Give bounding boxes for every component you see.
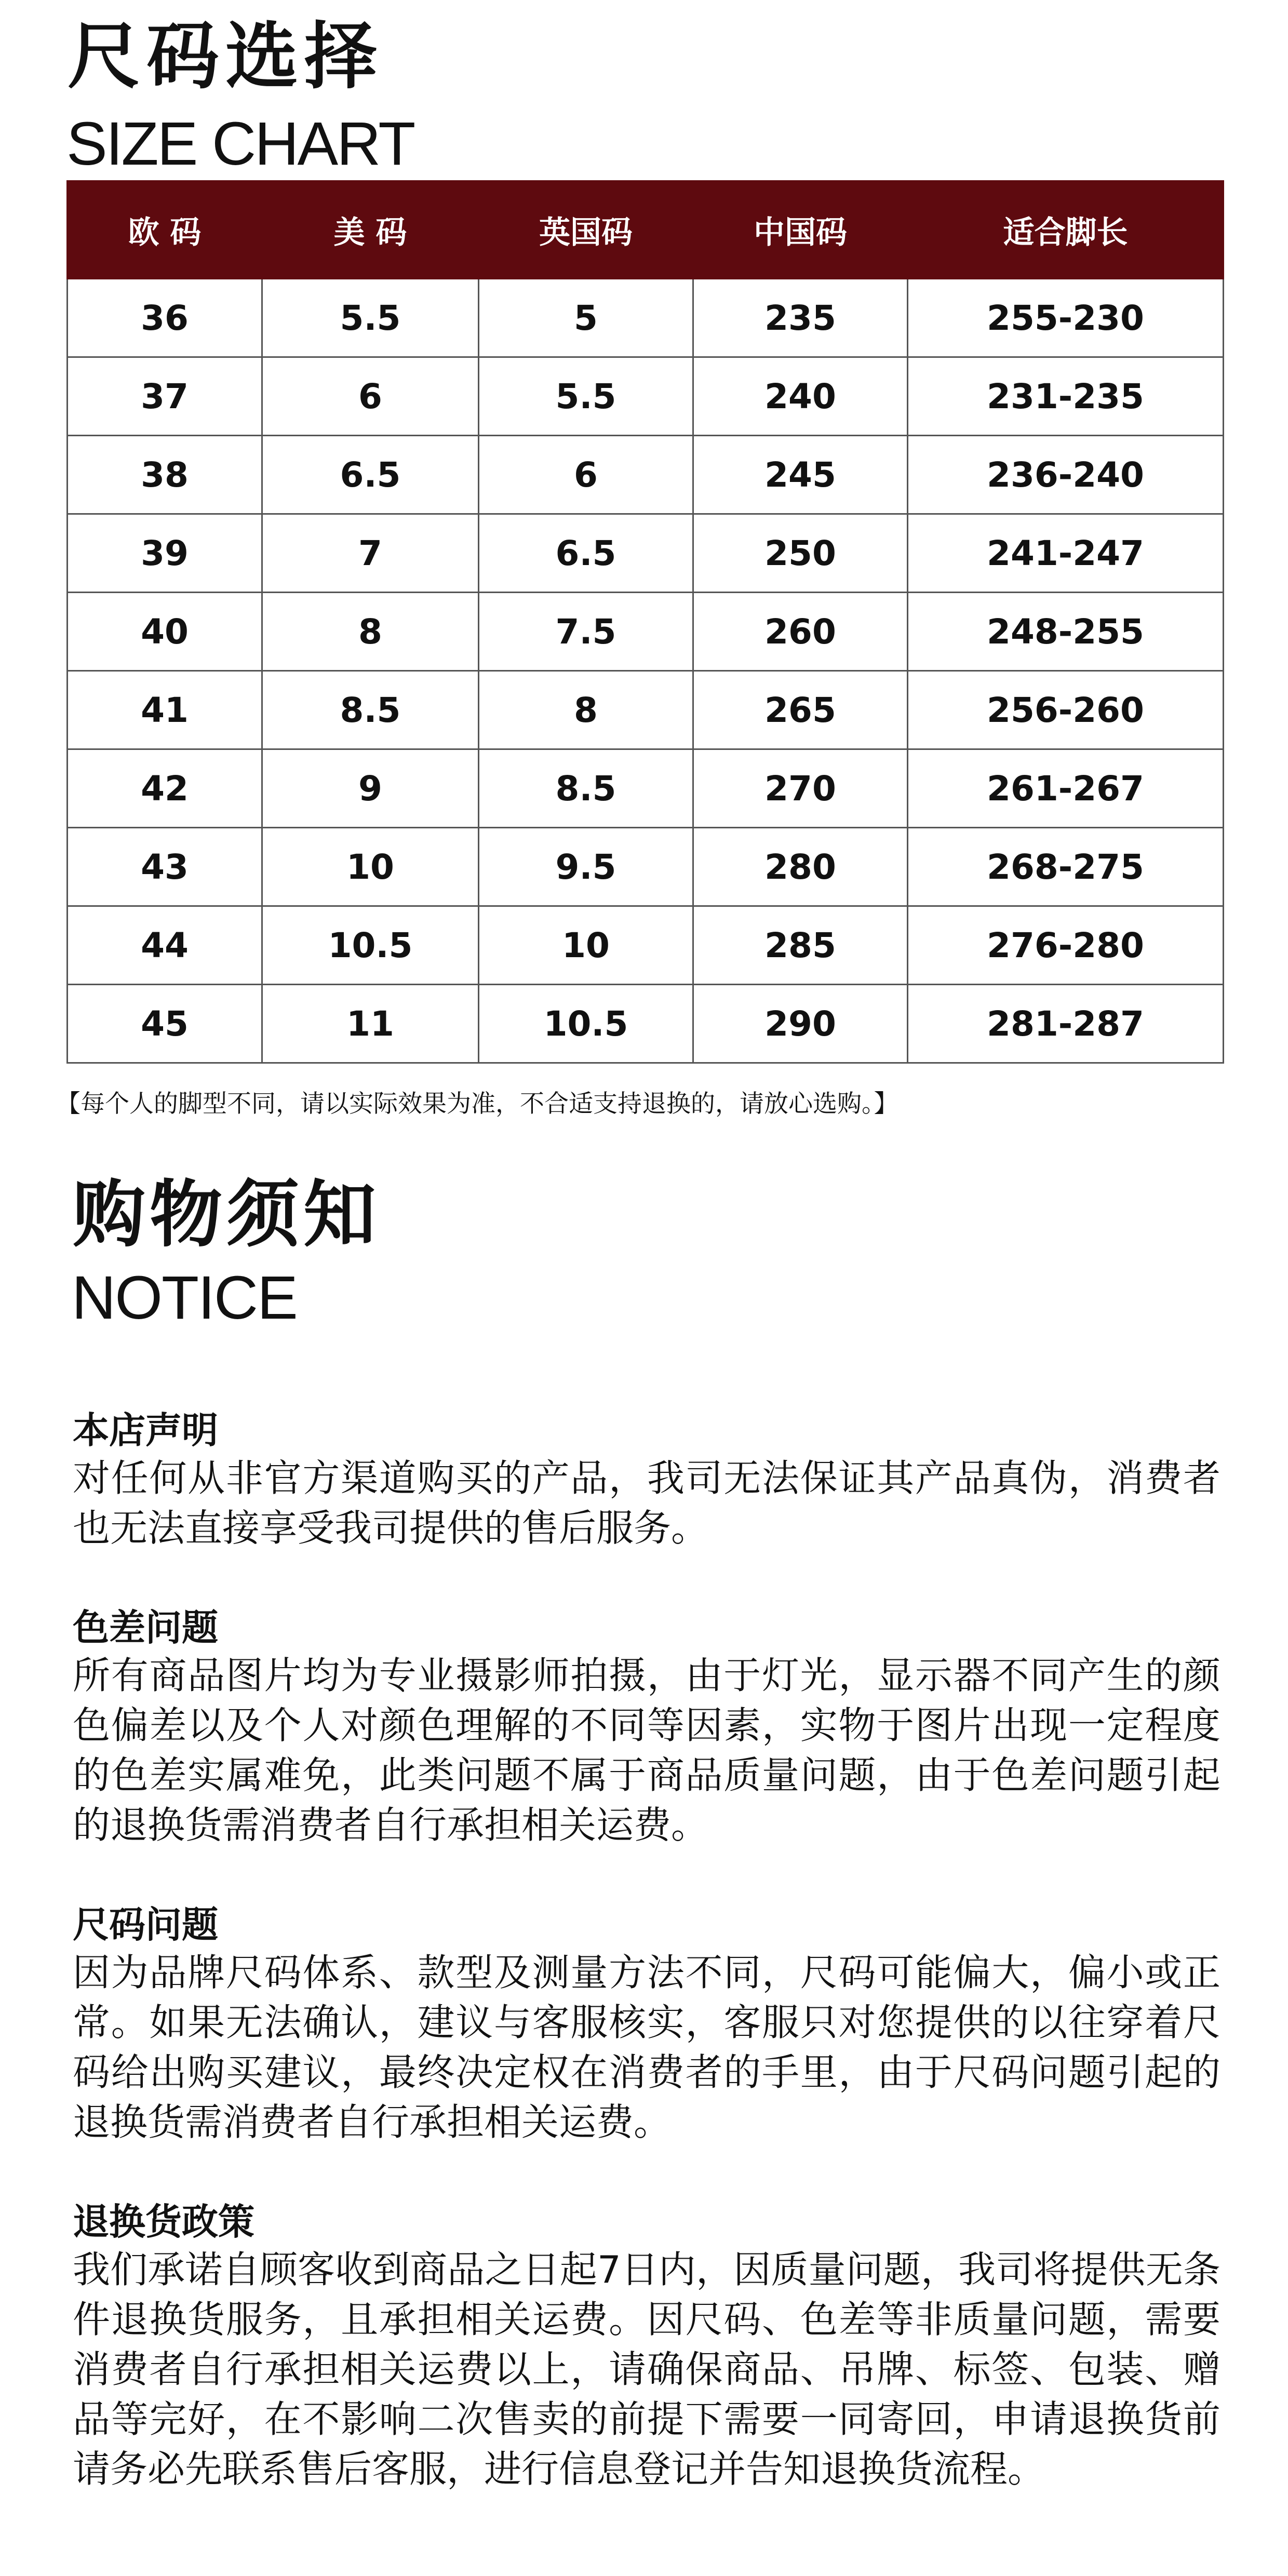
notice-section-store-statement	[73, 1407, 1220, 1553]
cell-cn: 250	[693, 514, 908, 593]
table-row	[68, 906, 1224, 985]
cell-us: 9	[262, 749, 479, 828]
table-row	[68, 671, 1224, 749]
cell-us: 6.5	[262, 436, 479, 514]
cell-eu: 44	[68, 906, 262, 985]
cell-cn: 280	[693, 828, 908, 906]
table-row	[68, 749, 1224, 828]
notice-subtitle: NOTICE	[72, 1264, 297, 1332]
cell-uk: 9.5	[479, 828, 693, 906]
cell-cn: 285	[693, 906, 908, 985]
cell-foot-length: 231-235	[908, 357, 1224, 436]
cell-eu: 36	[68, 279, 262, 357]
cell-cn: 245	[693, 436, 908, 514]
cell-uk: 5.5	[479, 357, 693, 436]
size-table-note: 【每个人的脚型不同，请以实际效果为准，不合适支持退换的，请放心选购。】	[56, 1090, 898, 1118]
cell-foot-length: 248-255	[908, 593, 1224, 671]
cell-cn: 270	[693, 749, 908, 828]
cell-us: 8	[262, 593, 479, 671]
cell-cn: 235	[693, 279, 908, 357]
section-body: 对任何从非官方渠道购买的产品，我司无法保证其产品真伪，消费者也无法直接享受我司提供的售后服务。	[73, 1456, 1220, 1550]
header-uk-size: 英国码	[479, 181, 693, 279]
table-row	[68, 514, 1224, 593]
cell-us: 11	[262, 985, 479, 1063]
cell-foot-length: 241-247	[908, 514, 1224, 593]
cell-foot-length: 268-275	[908, 828, 1224, 906]
notice-title: 购物须知	[73, 1173, 381, 1257]
notice-section-sizing	[73, 1902, 1220, 2147]
cell-eu: 41	[68, 671, 262, 749]
size-chart-subtitle: SIZE CHART	[66, 110, 414, 178]
cell-eu: 45	[68, 985, 262, 1063]
table-row	[68, 357, 1224, 436]
notice-sections	[73, 1407, 1220, 2546]
header-cn-size: 中国码	[693, 181, 908, 279]
cell-eu: 39	[68, 514, 262, 593]
section-title: 本店声明	[73, 1409, 218, 1452]
notice-section-return-policy	[73, 2199, 1220, 2494]
cell-cn: 290	[693, 985, 908, 1063]
cell-foot-length: 236-240	[908, 436, 1224, 514]
cell-foot-length: 255-230	[908, 279, 1224, 357]
cell-uk: 10	[479, 906, 693, 985]
size-table	[66, 180, 1224, 1064]
table-row	[68, 279, 1224, 357]
cell-foot-length: 281-287	[908, 985, 1224, 1063]
cell-us: 7	[262, 514, 479, 593]
cell-eu: 38	[68, 436, 262, 514]
cell-cn: 260	[693, 593, 908, 671]
header-foot-length: 适合脚长	[908, 181, 1224, 279]
cell-us: 10.5	[262, 906, 479, 985]
cell-uk: 6.5	[479, 514, 693, 593]
cell-cn: 240	[693, 357, 908, 436]
cell-foot-length: 261-267	[908, 749, 1224, 828]
size-table-header-row	[68, 181, 1224, 279]
cell-eu: 43	[68, 828, 262, 906]
notice-section-color-difference	[73, 1605, 1220, 1850]
table-row	[68, 828, 1224, 906]
cell-us: 10	[262, 828, 479, 906]
section-body: 所有商品图片均为专业摄影师拍摄，由于灯光，显示器不同产生的颜色偏差以及个人对颜色理解的不同等因素，实物于图片出现一定程度的色差实属难免，此类问题不属于商品质量问题，由于色差问题引起的退换货需消费者自行承担相关运费。	[73, 1654, 1220, 1847]
table-row	[68, 985, 1224, 1063]
table-row	[68, 593, 1224, 671]
header-us-size: 美 码	[262, 181, 479, 279]
cell-foot-length: 276-280	[908, 906, 1224, 985]
cell-uk: 10.5	[479, 985, 693, 1063]
size-chart-title: 尺码选择	[68, 15, 384, 99]
cell-uk: 5	[479, 279, 693, 357]
section-body: 我们承诺自顾客收到商品之日起7日内，因质量问题，我司将提供无条件退换货服务，且承担相关运费。因尺码、色差等非质量问题，需要消费者自行承担相关运费以上，请确保商品、吊牌、标签、包装、赠品等完好，在不影响二次售卖的前提下需要一同寄回，申请退换货前请务必先联系售后客服，进行信息登记并告知退换货流程。	[73, 2248, 1220, 2491]
cell-eu: 42	[68, 749, 262, 828]
header-eu-size: 欧 码	[68, 181, 262, 279]
cell-eu: 37	[68, 357, 262, 436]
cell-uk: 6	[479, 436, 693, 514]
cell-eu: 40	[68, 593, 262, 671]
cell-us: 5.5	[262, 279, 479, 357]
table-row	[68, 436, 1224, 514]
cell-us: 8.5	[262, 671, 479, 749]
section-body: 因为品牌尺码体系、款型及测量方法不同，尺码可能偏大，偏小或正常。如果无法确认，建议与客服核实，客服只对您提供的以往穿着尺码给出购买建议，最终决定权在消费者的手里，由于尺码问题引起的退换货需消费者自行承担相关运费。	[73, 1951, 1220, 2144]
cell-uk: 8	[479, 671, 693, 749]
cell-uk: 7.5	[479, 593, 693, 671]
cell-cn: 265	[693, 671, 908, 749]
cell-uk: 8.5	[479, 749, 693, 828]
section-title: 退换货政策	[73, 2201, 254, 2243]
section-title: 色差问题	[73, 1606, 218, 1649]
section-title: 尺码问题	[73, 1903, 218, 1946]
cell-foot-length: 256-260	[908, 671, 1224, 749]
cell-us: 6	[262, 357, 479, 436]
